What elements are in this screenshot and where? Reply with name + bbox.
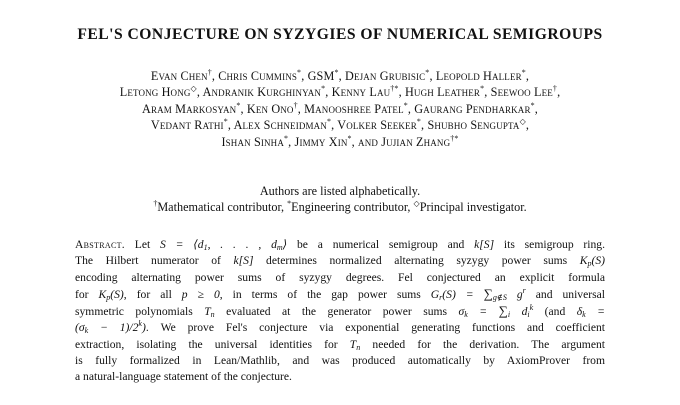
- affiliation-mark: †*: [390, 84, 399, 94]
- abstract-text: and universal: [525, 287, 605, 301]
- author-name: Jujian Zhang: [381, 134, 451, 149]
- author-name: Dejan Grubisic: [345, 69, 426, 83]
- affiliation-mark: †: [207, 68, 212, 77]
- abstract-line-7: [75, 337, 605, 353]
- affiliation-mark: †: [293, 100, 298, 110]
- math-gap-power-sum: $G_r(S) = \sum_{g\notin S}$ $g^r$: [430, 285, 526, 302]
- engineering-contributor-label: Engineering contributor,: [291, 200, 414, 215]
- abstract-heading: Abstract.: [75, 238, 125, 251]
- author-name: Leopold Haller: [435, 69, 522, 83]
- author-separator: ,: [240, 101, 247, 116]
- affiliation-mark: *: [334, 68, 339, 77]
- author-list: [40, 68, 640, 150]
- math-semigroup-ring: k[S]: [474, 238, 495, 251]
- abstract-line-8: is fully formalized in Lean/Mathlib, and was produced automatically by AxiomProver from: [75, 354, 605, 368]
- affiliation-mark: *: [416, 117, 422, 127]
- abstract-line-6: [75, 320, 605, 336]
- author-name: Alex Schneidman: [233, 118, 327, 133]
- math-delta-value: $(\sigma_k - 1)/2^k$): [75, 319, 146, 336]
- author-line-1: [40, 68, 640, 84]
- author-line-2: [40, 84, 640, 100]
- author-name: Seewoo Lee: [490, 85, 553, 100]
- math-semigroup-def: $S = ⟨d_1$, . . . , $d_m⟩$: [160, 238, 288, 252]
- abstract-text: needed for the derivation. The argument: [360, 337, 605, 351]
- author-name: Chris Cummins: [218, 69, 298, 83]
- affiliation-mark: *: [326, 117, 332, 127]
- author-name: Evan Chen: [150, 69, 208, 83]
- author-separator: ,: [534, 101, 538, 116]
- affiliation-mark: ◇: [519, 117, 526, 127]
- math-delta-def: $\delta_k$ =: [576, 305, 606, 320]
- abstract-line-3: encoding alternating power sums of syzygy degrees. Fel conjectured an explicit formula: [75, 270, 605, 284]
- abstract-text: determines normalized alternating syzygy power sums: [253, 254, 580, 268]
- abstract-line-5: [75, 303, 605, 320]
- author-name: Letong Hong: [119, 85, 191, 100]
- principal-investigator-label: Principal investigator.: [419, 200, 527, 215]
- author-separator: ,: [297, 101, 305, 116]
- math-sigma-def: $\sigma_k = \sum_i$ $d_i^k$: [458, 303, 534, 320]
- author-name: Andranik Kurghinyan: [202, 85, 322, 100]
- author-name: Gaurang Pendharkar: [414, 101, 531, 116]
- star-mark: *: [287, 199, 292, 209]
- author-separator: ,: [421, 118, 428, 133]
- abstract-text: extraction, isolating the universal identities for: [75, 337, 350, 351]
- abstract-text: be a numerical semigroup and: [287, 238, 475, 251]
- abstract-text: symmetric polynomials: [75, 305, 205, 319]
- author-line-4: [40, 117, 640, 133]
- abstract-text: evaluated at the generator power sums: [214, 305, 459, 319]
- paper-title: FEL'S CONJECTURE ON SYZYGIES OF NUMERICAL SEMIGROUPS: [77, 26, 603, 43]
- author-name: Kenny Lau: [331, 85, 391, 100]
- math-tn: $T_n$: [204, 305, 215, 320]
- author-name: Ishan Sinha: [221, 134, 284, 149]
- author-separator: , and: [351, 134, 382, 149]
- affiliation-mark: *: [480, 84, 485, 94]
- author-separator: ,: [525, 69, 530, 83]
- author-separator: ,: [196, 85, 203, 100]
- author-notes: [0, 183, 680, 216]
- affiliation-mark: *: [236, 100, 241, 110]
- author-name: Volker Seeker: [337, 118, 417, 133]
- author-separator: ,: [338, 69, 346, 83]
- contribution-legend: [0, 199, 680, 215]
- abstract-text: its semigroup ring.: [494, 238, 605, 251]
- author-separator: ,: [557, 85, 561, 100]
- affiliation-mark: *: [223, 117, 228, 127]
- abstract-line-9: a natural-language statement of the conjecture.: [75, 370, 292, 384]
- author-separator: ,: [398, 85, 405, 100]
- alphabetical-note: Authors are listed alphabetically.: [259, 184, 421, 198]
- math-tn: $T_n$: [349, 337, 361, 352]
- math-semigroup-ring: k[S]: [233, 254, 254, 268]
- affiliation-mark: *: [321, 84, 326, 94]
- author-name: Ken Ono: [246, 101, 294, 116]
- abstract-text: Let: [124, 238, 161, 251]
- math-kp: $K_p(S)$: [579, 254, 605, 269]
- affiliation-mark: *: [403, 100, 408, 110]
- author-name: Manooshree Patel: [304, 101, 404, 116]
- abstract-text: . We prove Fel's conjecture via exponential generating functions and coefficient: [145, 321, 606, 335]
- author-separator: ,: [301, 69, 308, 83]
- author-name: Vedant Rathi: [150, 118, 224, 133]
- author-separator: ,: [525, 118, 530, 133]
- dagger-mark: †: [153, 199, 158, 209]
- author-line-3: [40, 101, 640, 117]
- author-name: GSM: [307, 69, 335, 83]
- abstract-text: for: [75, 287, 99, 301]
- abstract-text: , in terms of the gap power sums: [219, 287, 431, 301]
- author-separator: ,: [331, 118, 338, 133]
- affiliation-mark: *: [521, 68, 526, 77]
- affiliation-mark: †: [552, 84, 558, 94]
- author-separator: ,: [407, 101, 415, 116]
- author-separator: ,: [484, 85, 491, 100]
- author-name: Jimmy Xin: [294, 134, 348, 149]
- author-line-5: [40, 134, 640, 150]
- author-name: Shubho Sengupta: [427, 118, 520, 133]
- abstract-line-2: [75, 253, 605, 269]
- affiliation-mark: *: [297, 68, 302, 77]
- math-kp: $K_p(S)$: [98, 287, 124, 302]
- math-contributor-label: Mathematical contributor,: [157, 200, 288, 215]
- diamond-mark: ◇: [413, 199, 420, 209]
- author-separator: ,: [288, 134, 295, 149]
- author-separator: ,: [429, 69, 436, 83]
- abstract-text: The Hilbert numerator of: [75, 254, 234, 268]
- author-separator: ,: [227, 118, 234, 133]
- author-name: Aram Markosyan: [142, 101, 237, 116]
- math-p-condition: p ≥ 0: [181, 287, 220, 301]
- abstract: [75, 237, 605, 386]
- abstract-line-1: [75, 237, 605, 253]
- author-name: Hugh Leather: [404, 85, 481, 100]
- abstract-text: , for all: [123, 287, 182, 301]
- affiliation-mark: *: [283, 133, 289, 143]
- author-separator: ,: [211, 69, 219, 83]
- affiliation-mark: *: [347, 133, 352, 143]
- author-separator: ,: [325, 85, 332, 100]
- affiliation-mark: *: [530, 100, 535, 110]
- affiliation-mark: †*: [450, 133, 459, 143]
- affiliation-mark: ◇: [190, 84, 197, 94]
- abstract-text: (and: [533, 305, 577, 319]
- affiliation-mark: *: [425, 68, 430, 77]
- abstract-line-4: [75, 286, 605, 303]
